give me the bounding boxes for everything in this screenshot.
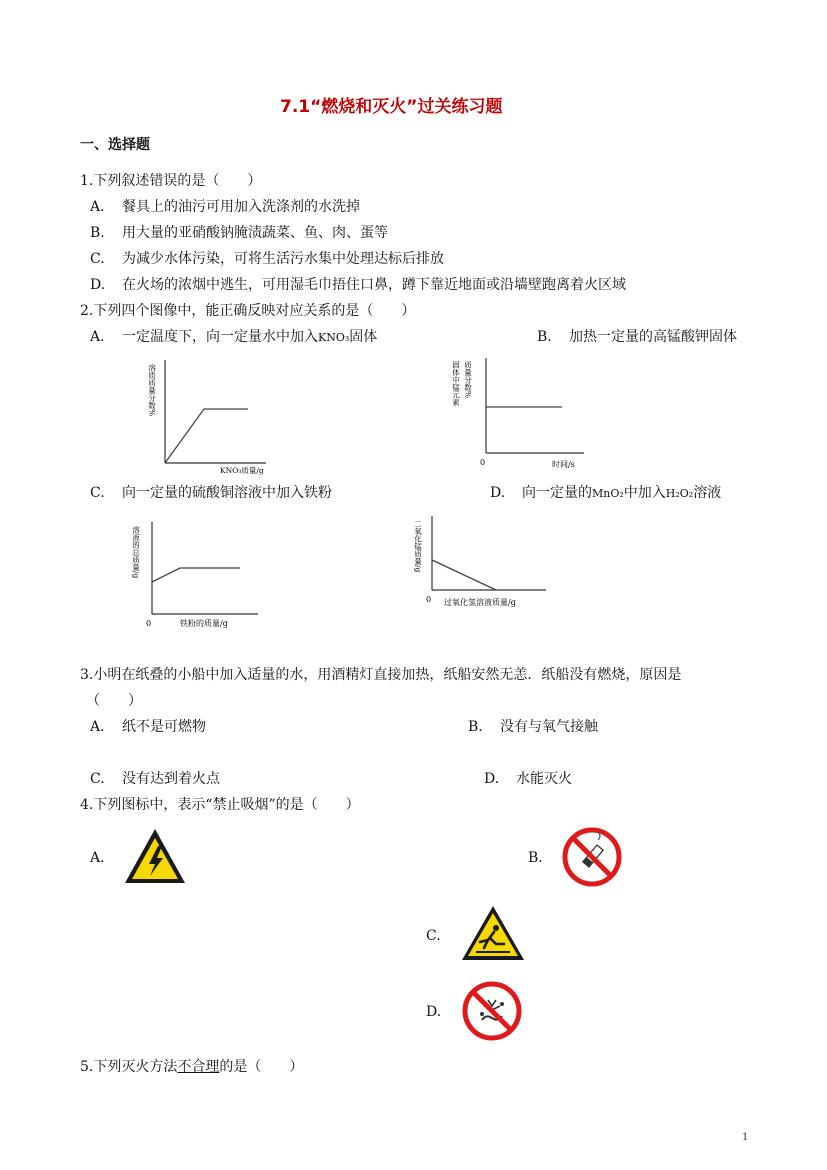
no-fireworks-sign-icon[interactable] (460, 980, 524, 1042)
q1-option-d[interactable]: D. 在火场的浓烟中逃生，可用湿毛巾捂住口鼻，蹲下靠近地面或沿墙壁跑离着火区域 (90, 277, 626, 293)
page-number: 1 (742, 1132, 749, 1143)
graph-d-y-label: 二氧化锰质量/g (414, 520, 423, 573)
graph-a (148, 355, 268, 477)
q2-option-a[interactable]: A. 一定温度下，向一定量水中加入KNO₃固体 (90, 329, 378, 345)
question-2-stem: 2.下列四个图像中，能正确反映对应关系的是（ ） (80, 303, 416, 319)
graph-d-curve (432, 560, 496, 590)
graph-c-y-label: 溶液的总质量/g (132, 526, 141, 579)
q4-option-a-letter[interactable]: A. (90, 850, 105, 866)
graph-b-origin: 0 (480, 458, 486, 467)
graph-c-curve (152, 568, 240, 582)
graph-d (414, 512, 554, 608)
section-heading: 一、选择题 (80, 137, 150, 153)
graph-a-curve (165, 409, 248, 463)
graph-c (132, 518, 262, 630)
q1-option-b[interactable]: B. 用大量的亚硝酸钠腌渍蔬菜、鱼、肉、蛋等 (90, 225, 388, 241)
q1-option-a[interactable]: A. 餐具上的油污可用加入洗涤剂的水洗掉 (90, 199, 360, 215)
q2-option-c[interactable]: C. 向一定量的硫酸铜溶液中加入铁粉 (90, 485, 332, 501)
question-3-stem-blank: （ ） (86, 693, 142, 709)
q2-option-b[interactable]: B. 加热一定量的高锰酸钾固体 (537, 329, 737, 345)
q4-option-b-letter[interactable]: B. (528, 850, 543, 866)
q3-option-b[interactable]: B. 没有与氧气接触 (468, 719, 598, 735)
graph-d-origin: 0 (426, 595, 432, 604)
page-title: 7.1“燃烧和灭火”过关练习题 (280, 97, 503, 117)
q1-option-c[interactable]: C. 为减少水体污染，可将生活污水集中处理达标后排放 (90, 251, 444, 267)
question-3-stem: 3.小明在纸叠的小船中加入适量的水，用酒精灯直接加热，纸船安然无恙．纸船没有燃烧，原因是 (80, 667, 682, 683)
graph-d-x-label: 过氧化氢溶液质量/g (444, 598, 516, 607)
slippery-floor-sign-icon[interactable] (460, 904, 526, 962)
graph-a-y-label: 溶质质量分数% (148, 364, 157, 417)
q4-option-d-letter[interactable]: D. (426, 1004, 442, 1020)
q3-option-d[interactable]: D. 水能灭火 (484, 771, 572, 787)
graph-a-x-label: KNO₃质量/g (220, 466, 264, 475)
graph-c-origin: 0 (146, 619, 152, 628)
graph-c-x-label: 铁粉的质量/g (180, 619, 228, 628)
q3-option-a[interactable]: A. 纸不是可燃物 (90, 719, 206, 735)
electric-hazard-sign-icon[interactable] (122, 826, 188, 886)
graph-b-y-label-1: 固体中锰元素 (452, 361, 461, 406)
graph-b-x-label: 时间/s (552, 460, 575, 469)
question-1-stem: 1.下列叙述错误的是（ ） (80, 173, 262, 189)
graph-b (452, 355, 592, 473)
q4-option-c-letter[interactable]: C. (426, 928, 441, 944)
no-smoking-sign-icon[interactable] (560, 826, 624, 888)
graph-b-y-label-2: 质量分数% (463, 361, 473, 399)
question-5-stem: 5.下列灭火方法不合理的是（ ） (80, 1059, 304, 1075)
q2-option-d[interactable]: D. 向一定量的MnO₂中加入H₂O₂溶液 (490, 485, 722, 501)
q3-option-c[interactable]: C. 没有达到着火点 (90, 771, 220, 787)
question-4-stem: 4.下列图标中，表示“禁止吸烟”的是（ ） (80, 797, 360, 813)
